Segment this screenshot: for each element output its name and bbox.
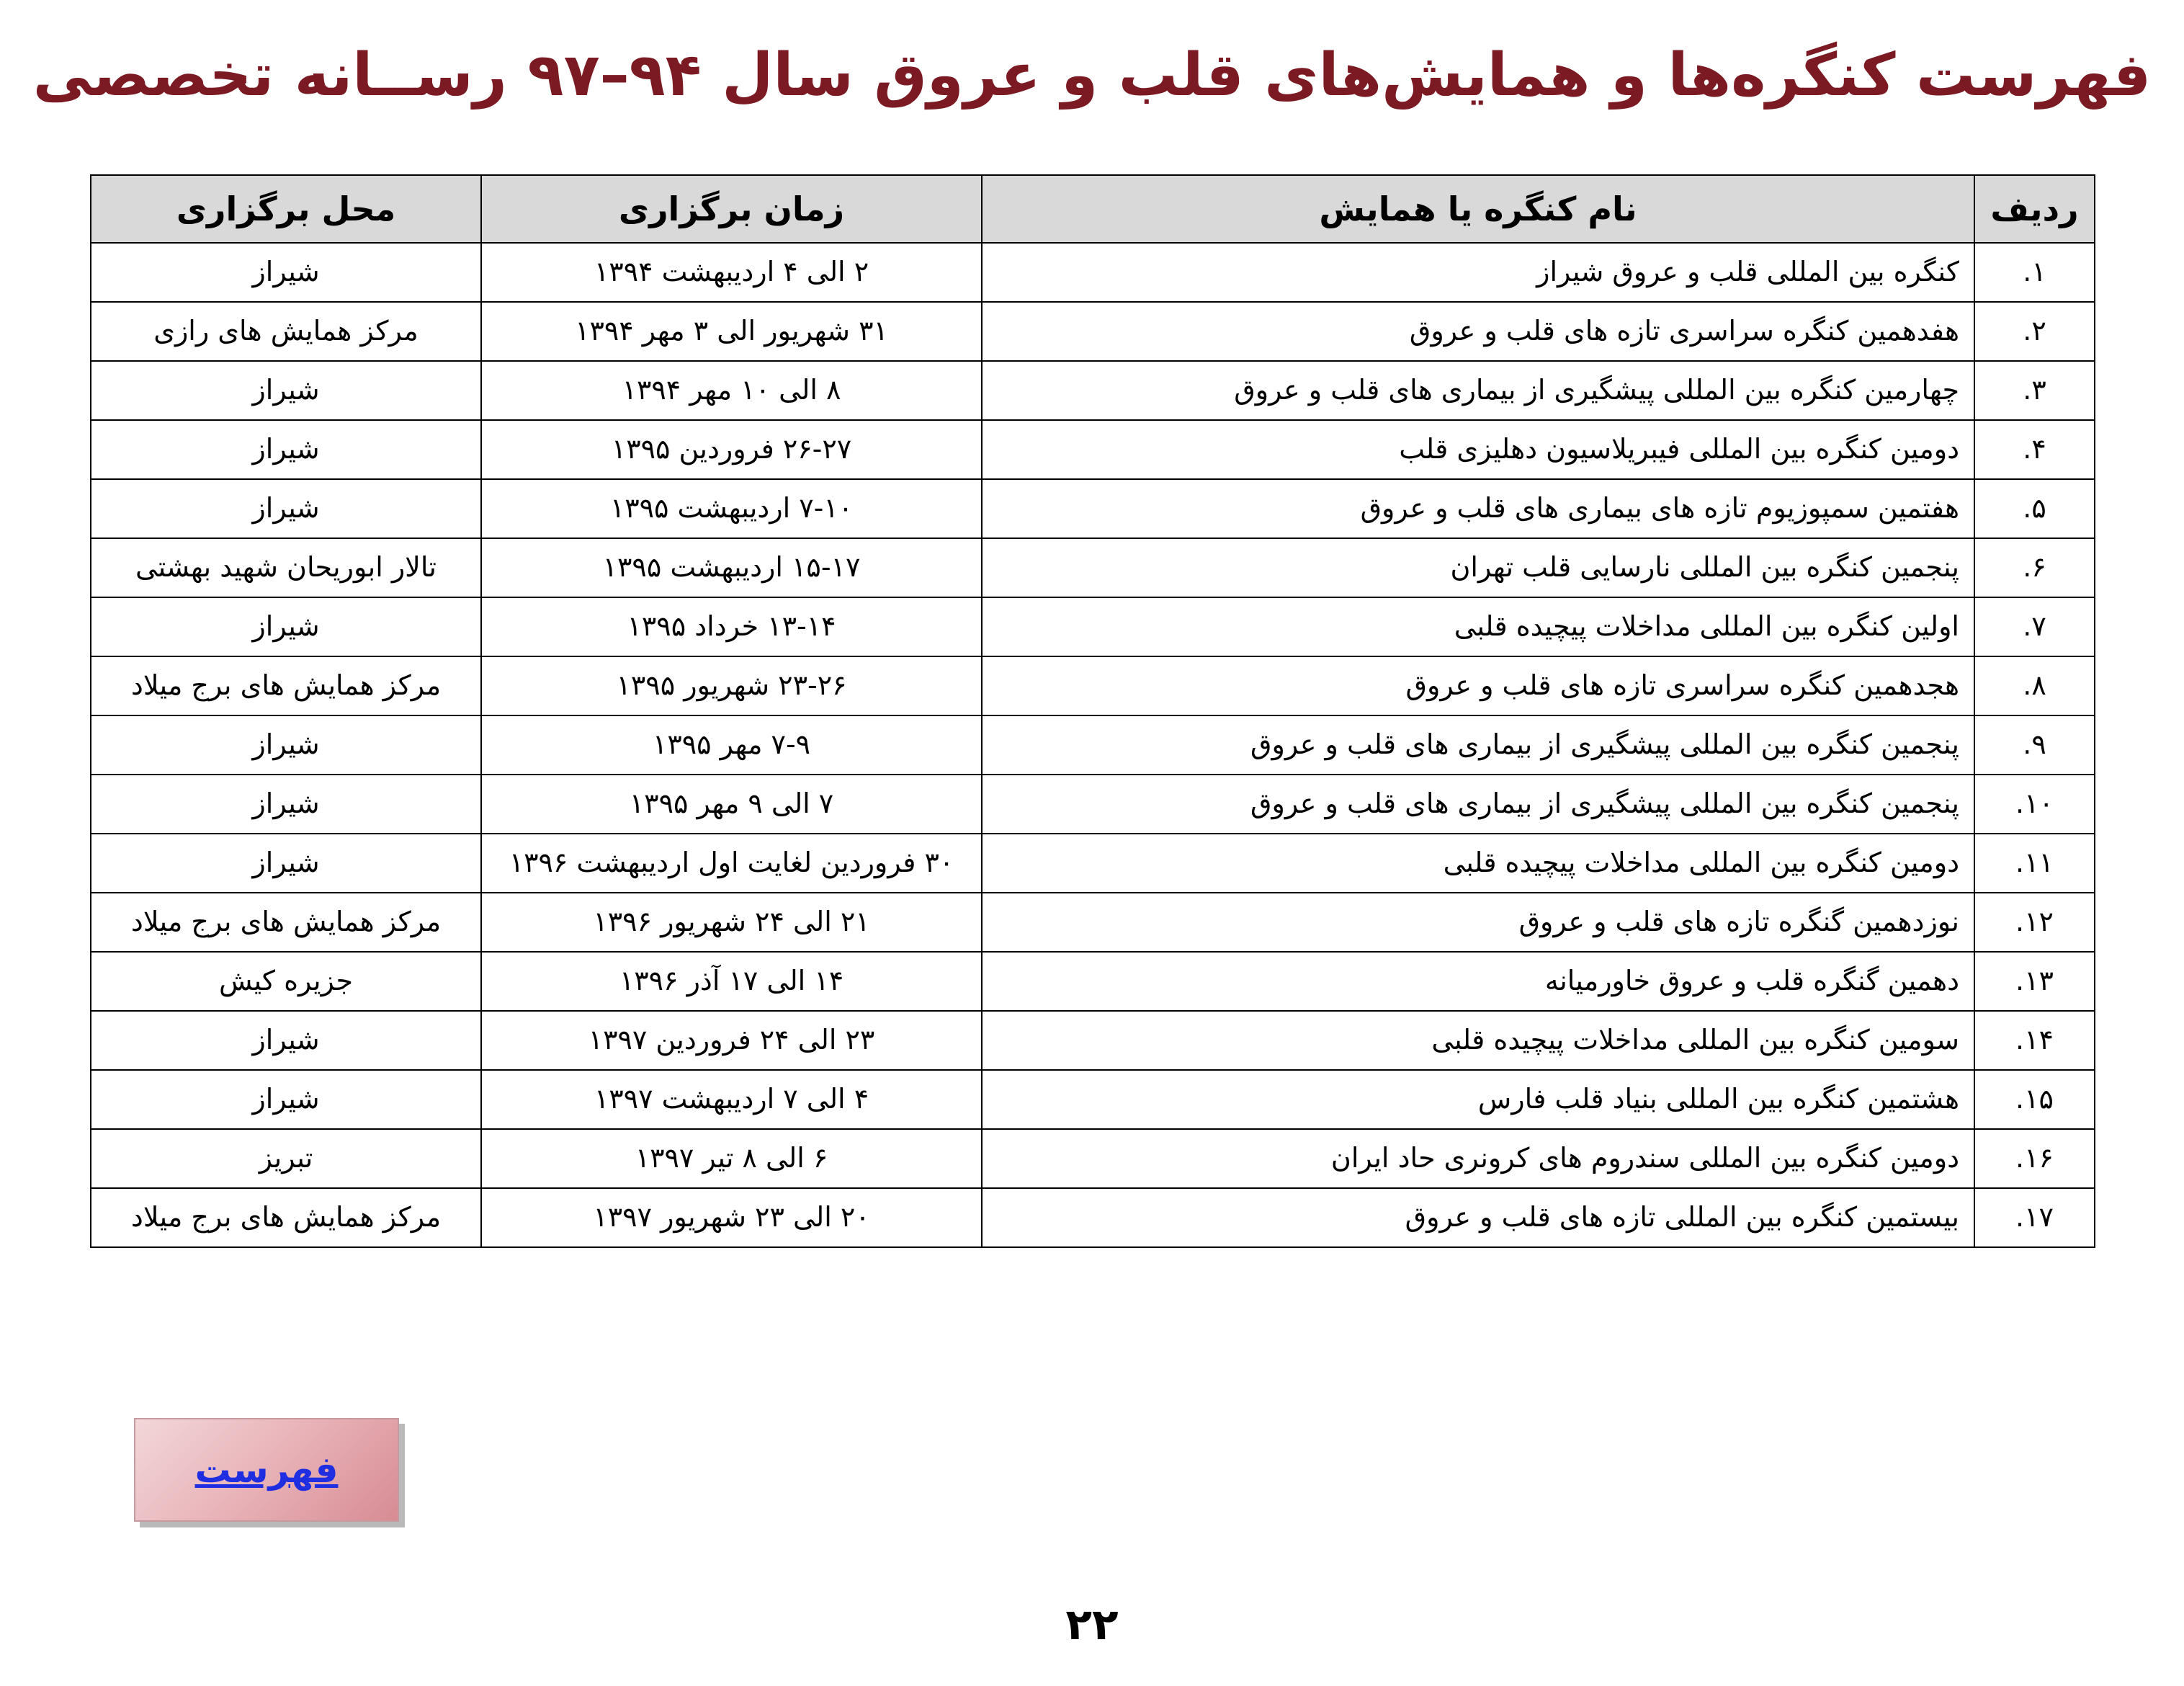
congress-name-cell: اولین کنگره بین المللی مداخلات پیچیده قلبی: [982, 597, 1974, 656]
congress-name-cell: پنجمین کنگره بین المللی پیشگیری از بیماری های قلب و عروق: [982, 775, 1974, 834]
place-cell: مرکز همایش های برج میلاد: [91, 656, 481, 715]
congress-name-cell: دومین کنگره بین المللی سندروم های کرونری حاد ایران: [982, 1129, 1974, 1188]
table-row: [91, 656, 2095, 715]
congress-name-cell: نوزدهمین گنگره تازه های قلب و عروق: [982, 893, 1974, 952]
place-cell: شیراز: [91, 1070, 481, 1129]
date-cell: ۱۳-۱۴ خرداد ۱۳۹۵: [481, 597, 982, 656]
place-cell: شیراز: [91, 361, 481, 420]
row-number-cell: ۱۱.: [1974, 834, 2095, 893]
date-cell: ۶ الی ۸ تیر ۱۳۹۷: [481, 1129, 982, 1188]
congress-name-cell: دهمین گنگره قلب و عروق خاورمیانه: [982, 952, 1974, 1011]
date-cell: ۳۰ فروردین لغایت اول اردیبهشت ۱۳۹۶: [481, 834, 982, 893]
header-congress-name: نام کنگره یا همایش: [982, 175, 1974, 243]
table-row: [91, 243, 2095, 302]
place-cell: تالار ابوریحان شهید بهشتی: [91, 538, 481, 597]
place-cell: شیراز: [91, 834, 481, 893]
date-cell: ۳۱ شهریور الی ۳ مهر ۱۳۹۴: [481, 302, 982, 361]
table-body: [91, 243, 2095, 1247]
table-row: [91, 1188, 2095, 1247]
page-title: فهرست کنگره‌ها و همایش‌های قلب و عروق سال ۹۴–۹۷ رســانه تخصصی: [32, 41, 2152, 110]
row-number-cell: ۱.: [1974, 243, 2095, 302]
header-place: محل برگزاری: [91, 175, 481, 243]
row-number-cell: ۱۲.: [1974, 893, 2095, 952]
congress-name-cell: چهارمین کنگره بین المللی پیشگیری از بیماری های قلب و عروق: [982, 361, 1974, 420]
row-number-cell: ۱۴.: [1974, 1011, 2095, 1070]
table-row: [91, 715, 2095, 775]
congress-name-cell: سومین کنگره بین المللی مداخلات پیچیده قلبی: [982, 1011, 1974, 1070]
row-number-cell: ۱۶.: [1974, 1129, 2095, 1188]
row-number-cell: ۱۰.: [1974, 775, 2095, 834]
row-number-cell: ۷.: [1974, 597, 2095, 656]
row-number-cell: ۲.: [1974, 302, 2095, 361]
row-number-cell: ۱۳.: [1974, 952, 2095, 1011]
date-cell: ۲۳-۲۶ شهریور ۱۳۹۵: [481, 656, 982, 715]
table-row: [91, 597, 2095, 656]
date-cell: ۲ الی ۴ اردیبهشت ۱۳۹۴: [481, 243, 982, 302]
row-number-cell: ۵.: [1974, 479, 2095, 538]
date-cell: ۱۵-۱۷ اردیبهشت ۱۳۹۵: [481, 538, 982, 597]
row-number-cell: ۸.: [1974, 656, 2095, 715]
place-cell: مرکز همایش های رازی: [91, 302, 481, 361]
date-cell: ۲۳ الی ۲۴ فروردین ۱۳۹۷: [481, 1011, 982, 1070]
index-link[interactable]: فهرست: [194, 1449, 339, 1491]
place-cell: شیراز: [91, 715, 481, 775]
place-cell: شیراز: [91, 1011, 481, 1070]
date-cell: ۲۶-۲۷ فروردین ۱۳۹۵: [481, 420, 982, 479]
date-cell: ۱۴ الی ۱۷ آذر ۱۳۹۶: [481, 952, 982, 1011]
row-number-cell: ۳.: [1974, 361, 2095, 420]
date-cell: ۷ الی ۹ مهر ۱۳۹۵: [481, 775, 982, 834]
table-row: [91, 1070, 2095, 1129]
table-row: [91, 775, 2095, 834]
congress-name-cell: بیستمین کنگره بین المللی تازه های قلب و عروق: [982, 1188, 1974, 1247]
place-cell: شیراز: [91, 479, 481, 538]
row-number-cell: ۱۵.: [1974, 1070, 2095, 1129]
congress-name-cell: دومین کنگره بین المللی مداخلات پیچیده قلبی: [982, 834, 1974, 893]
table-row: [91, 361, 2095, 420]
place-cell: شیراز: [91, 775, 481, 834]
table-header-row: [91, 175, 2095, 243]
table-row: [91, 1011, 2095, 1070]
congress-name-cell: هجدهمین کنگره سراسری تازه های قلب و عروق: [982, 656, 1974, 715]
table-row: [91, 952, 2095, 1011]
date-cell: ۲۱ الی ۲۴ شهریور ۱۳۹۶: [481, 893, 982, 952]
date-cell: ۷-۹ مهر ۱۳۹۵: [481, 715, 982, 775]
row-number-cell: ۱۷.: [1974, 1188, 2095, 1247]
place-cell: تبریز: [91, 1129, 481, 1188]
row-number-cell: ۶.: [1974, 538, 2095, 597]
date-cell: ۲۰ الی ۲۳ شهریور ۱۳۹۷: [481, 1188, 982, 1247]
place-cell: شیراز: [91, 420, 481, 479]
index-button[interactable]: [134, 1418, 399, 1522]
table-row: [91, 834, 2095, 893]
congress-name-cell: دومین کنگره بین المللی فیبریلاسیون دهلیزی قلب: [982, 420, 1974, 479]
place-cell: مرکز همایش های برج میلاد: [91, 893, 481, 952]
place-cell: مرکز همایش های برج میلاد: [91, 1188, 481, 1247]
congress-name-cell: هفدهمین کنگره سراسری تازه های قلب و عروق: [982, 302, 1974, 361]
row-number-cell: ۴.: [1974, 420, 2095, 479]
table-row: [91, 538, 2095, 597]
page-number: ۲۲: [1065, 1600, 1119, 1650]
row-number-cell: ۹.: [1974, 715, 2095, 775]
table-row: [91, 479, 2095, 538]
date-cell: ۴ الی ۷ اردیبهشت ۱۳۹۷: [481, 1070, 982, 1129]
congress-table: [90, 174, 2095, 1248]
congress-name-cell: هشتمین کنگره بین المللی بنیاد قلب فارس: [982, 1070, 1974, 1129]
place-cell: شیراز: [91, 597, 481, 656]
place-cell: جزیره کیش: [91, 952, 481, 1011]
congress-name-cell: پنجمین کنگره بین المللی پیشگیری از بیماری های قلب و عروق: [982, 715, 1974, 775]
table-row: [91, 420, 2095, 479]
table-row: [91, 893, 2095, 952]
date-cell: ۷-۱۰ اردیبهشت ۱۳۹۵: [481, 479, 982, 538]
congress-name-cell: کنگره بین المللی قلب و عروق شیراز: [982, 243, 1974, 302]
table-row: [91, 1129, 2095, 1188]
header-date: زمان برگزاری: [481, 175, 982, 243]
congress-name-cell: پنجمین کنگره بین المللی نارسایی قلب تهران: [982, 538, 1974, 597]
table-row: [91, 302, 2095, 361]
header-row-number: ردیف: [1974, 175, 2095, 243]
date-cell: ۸ الی ۱۰ مهر ۱۳۹۴: [481, 361, 982, 420]
place-cell: شیراز: [91, 243, 481, 302]
congress-name-cell: هفتمین سمپوزیوم تازه های بیماری های قلب و عروق: [982, 479, 1974, 538]
